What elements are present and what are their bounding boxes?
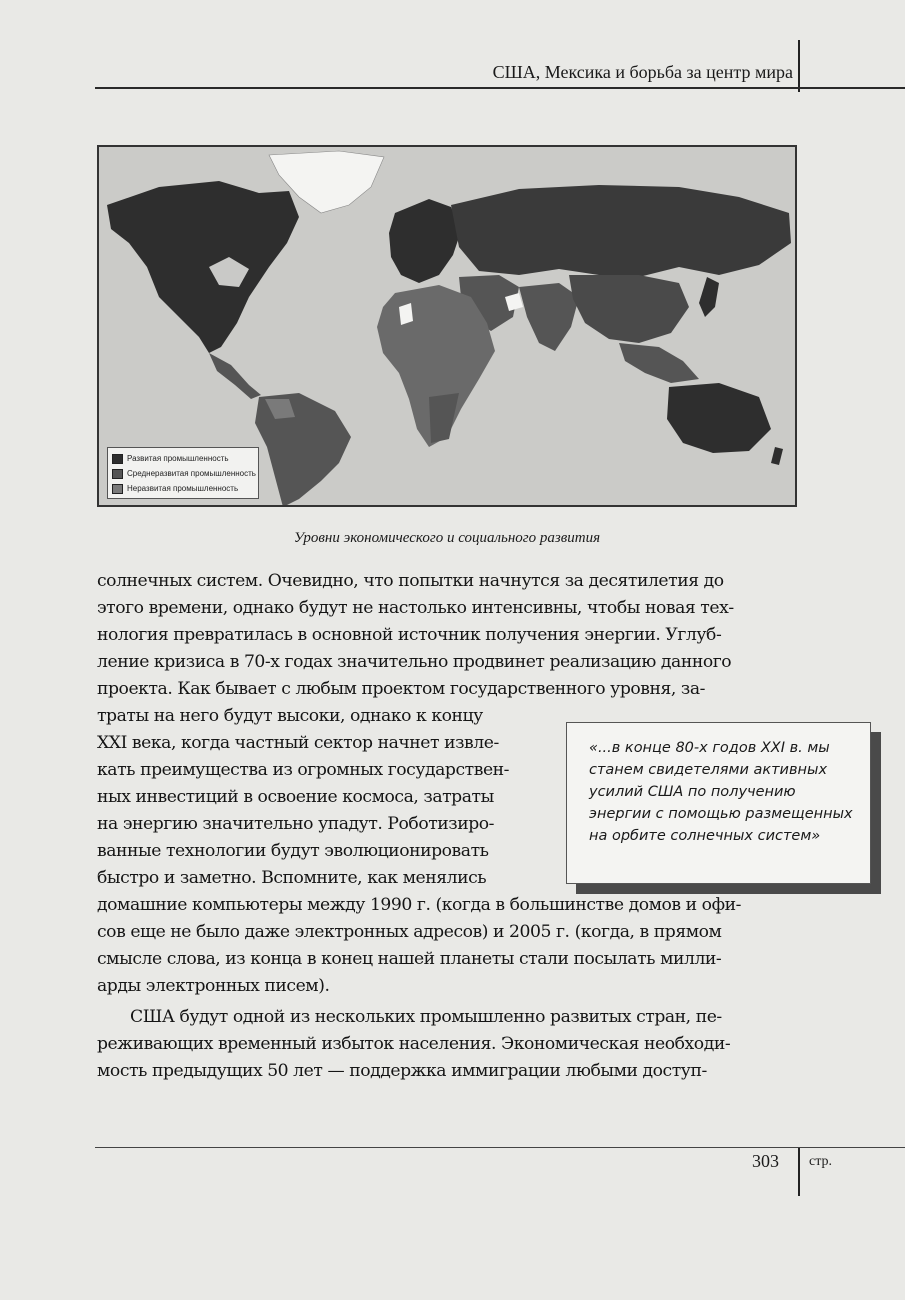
legend-label: Неразвитая промышленность (127, 484, 239, 493)
body-line: мость предыдущих 50 лет — поддержка иммиграции любыми доступ- (97, 1061, 707, 1081)
body-line: XXI века, когда частный сектор начнет извле- (97, 733, 499, 753)
header-vertical-rule (798, 40, 800, 92)
body-line: ванные технологии будут эволюционировать (97, 841, 489, 861)
legend-item (112, 466, 254, 481)
body-line: нология превратилась в основной источник получения энергии. Углуб- (97, 625, 722, 645)
legend-swatch (112, 469, 123, 479)
body-line: на энергию значительно упадут. Роботизиро- (97, 814, 495, 834)
header-rule (95, 87, 905, 89)
pull-quote-text: «...в конце 80-х годов XXI в. мы станем свидетелями активных усилий США по получению энергии с помощью размещенных на орбите солнечных систем» (589, 740, 853, 844)
running-title: США, Мексика и борьба за центр мира (492, 62, 793, 82)
body-line: ление кризиса в 70-х годах значительно продвинет реализацию данного (97, 652, 732, 672)
footer-rule (95, 1147, 905, 1148)
world-map-figure (97, 145, 797, 507)
body-line: ных инвестиций в освоение космоса, затраты (97, 787, 494, 807)
footer-vertical-rule (798, 1148, 800, 1196)
body-line: солнечных систем. Очевидно, что попытки начнутся за десятилетия до (97, 571, 724, 591)
body-line: этого времени, однако будут не настолько интенсивны, чтобы новая тех- (97, 598, 734, 618)
body-line: домашние компьютеры между 1990 г. (когда в большинстве домов и офи- (97, 895, 741, 915)
body-line: арды электронных писем). (97, 976, 330, 996)
body-line: США будут одной из нескольких промышленно развитых стран, пе- (130, 1007, 722, 1027)
body-line: быстро и заметно. Вспомните, как менялись (97, 868, 487, 888)
legend-swatch (112, 454, 123, 464)
legend-item (112, 451, 254, 466)
figure-caption: Уровни экономического и социального развития (293, 530, 601, 546)
page-number: 303 (752, 1151, 779, 1171)
legend-item (112, 481, 254, 496)
legend-label: Среднеразвитая промышленность (127, 469, 256, 478)
body-line: сов еще не было даже электронных адресов) и 2005 г. (когда, в прямом (97, 922, 722, 942)
map-legend (107, 447, 259, 499)
pull-quote (566, 722, 871, 884)
body-line: реживающих временный избыток населения. Экономическая необходи- (97, 1034, 731, 1054)
legend-swatch (112, 484, 123, 494)
body-line: траты на него будут высоки, однако к концу (97, 706, 483, 726)
page-label: стр. (809, 1154, 833, 1169)
legend-label: Развитая промышленность (127, 454, 229, 463)
body-line: проекта. Как бывает с любым проектом государственного уровня, за- (97, 679, 706, 699)
body-line: кать преимущества из огромных государствен- (97, 760, 510, 780)
body-line: смысле слова, из конца в конец нашей планеты стали посылать милли- (97, 949, 722, 969)
